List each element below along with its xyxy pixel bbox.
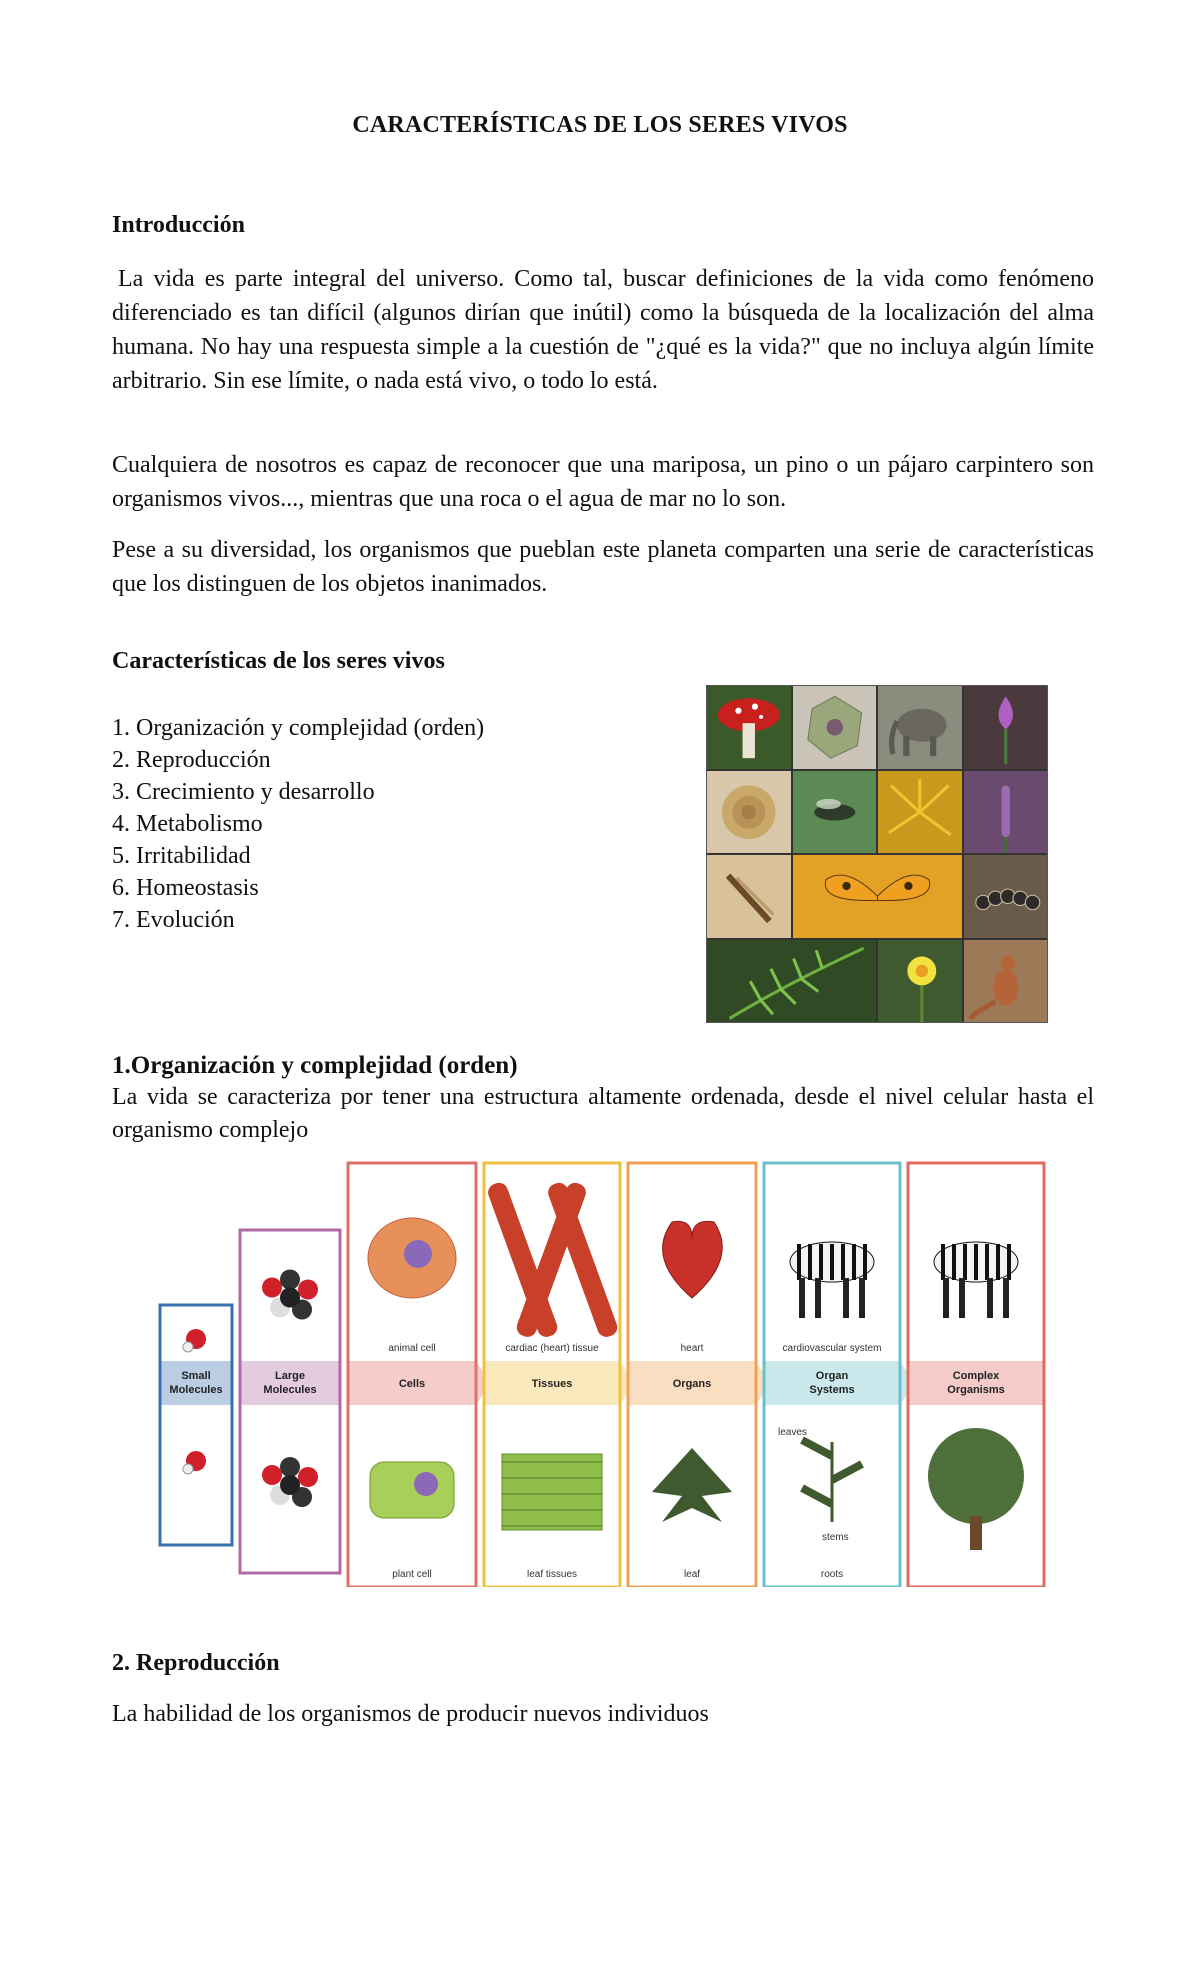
atom-icon <box>262 1465 282 1485</box>
level-column-large-molecules <box>240 1230 340 1573</box>
living-beings-collage <box>706 685 1048 1023</box>
level-header-band <box>764 1361 914 1405</box>
section1-text: La vida se caracteriza por tener una estructura altamente ordenada, desde el nivel celular hasta el organismo complejo <box>112 1084 1094 1143</box>
caterpillar-photo <box>964 855 1048 938</box>
level-top-label: heart <box>680 1343 704 1354</box>
level-header: Small <box>181 1370 211 1382</box>
atom-icon <box>298 1280 318 1300</box>
leaves-label: leaves <box>778 1427 807 1438</box>
lavender-photo <box>964 771 1048 854</box>
kangaroo-photo <box>964 940 1048 1023</box>
atom-icon <box>280 1288 300 1308</box>
cell-photo <box>793 686 877 769</box>
level-header-band <box>240 1361 340 1405</box>
level-top-label: cardiovascular system <box>782 1343 882 1354</box>
moth-photo <box>707 855 791 938</box>
zebra-leg <box>987 1278 993 1318</box>
level-top-label: animal cell <box>388 1343 436 1354</box>
leaf-tissue-icon <box>502 1454 602 1530</box>
daffodil-photo <box>878 940 962 1023</box>
intro-heading: Introducción <box>112 212 245 238</box>
atom-icon <box>280 1457 300 1477</box>
hydrogen-atom-icon <box>183 1342 193 1352</box>
level-column-tissues <box>484 1163 634 1587</box>
level-column-organs <box>628 1163 770 1587</box>
flower-photo <box>964 686 1048 769</box>
level-header: Complex <box>952 1370 1000 1382</box>
snail-shell-photo <box>707 771 791 854</box>
level-header-line2: Molecules <box>169 1384 223 1396</box>
level-bottom-label: plant cell <box>392 1569 432 1580</box>
level-top-label: cardiac (heart) tissue <box>505 1343 599 1354</box>
level-header-band <box>160 1361 232 1405</box>
intro-paragraph-1: La vida es parte integral del universo. Como tal, buscar definiciones de la vida como fenómeno diferenciado es tan difícil (algunos dirían que inútil) como la búsqueda de la localización del alma humana. No hay una respuesta simple a la cuestión de "¿qué es la vida?" que no incluya algún límite arbitrario. Sin ese límite, o nada está vivo, o todo lo está. <box>112 266 1094 394</box>
level-header: Large <box>275 1370 305 1382</box>
characteristics-heading: Características de los seres vivos <box>112 648 445 674</box>
organization-levels-diagram <box>150 1155 1054 1587</box>
section2-text: La habilidad de los organismos de producir nuevos individuos <box>112 1701 709 1727</box>
level-header: Tissues <box>531 1378 573 1390</box>
nucleus-icon <box>414 1472 438 1496</box>
atom-icon <box>298 1467 318 1487</box>
section1-heading: 1.Organización y complejidad (orden) <box>112 1052 518 1079</box>
atom-icon <box>280 1475 300 1495</box>
level-bottom-label: roots <box>820 1569 844 1580</box>
hydrogen-atom-icon <box>183 1464 193 1474</box>
level-column-cells <box>348 1163 490 1587</box>
section2-heading: 2. Reproducción <box>112 1650 280 1676</box>
level-header: Organ <box>815 1370 849 1382</box>
mushroom-photo <box>707 686 791 769</box>
list-item: 3. Crecimiento y desarrollo <box>112 779 375 805</box>
level-column-complex-organisms <box>908 1163 1044 1587</box>
fern-photo <box>707 940 876 1023</box>
elephant-photo <box>878 686 962 769</box>
characteristics-list <box>112 712 484 936</box>
level-header-band <box>908 1361 1044 1405</box>
zebra-leg <box>1003 1278 1009 1318</box>
tree-trunk-icon <box>970 1516 982 1550</box>
level-bottom-label: leaf tissues <box>526 1569 578 1580</box>
level-header-line2: Organisms <box>947 1384 1005 1396</box>
page-title: CARACTERÍSTICAS DE LOS SERES VIVOS <box>352 112 848 138</box>
plant-cell-icon <box>370 1462 454 1518</box>
level-header-line2: Systems <box>809 1384 855 1396</box>
zebra-leg <box>859 1278 865 1318</box>
zebra-leg <box>943 1278 949 1318</box>
level-header: Organs <box>672 1378 712 1390</box>
list-item: 2. Reproducción <box>112 747 271 773</box>
level-column-small-molecules <box>160 1305 232 1545</box>
level-bottom-label: leaf <box>683 1569 701 1580</box>
coral-photo <box>878 771 962 854</box>
level-header: Cells <box>398 1378 426 1390</box>
list-item: 5. Irritabilidad <box>112 843 251 869</box>
list-item: 6. Homeostasis <box>112 875 259 901</box>
level-header-line2: Molecules <box>263 1384 317 1396</box>
list-item: 4. Metabolismo <box>112 811 263 837</box>
nucleus-icon <box>404 1240 432 1268</box>
intro-paragraph-2: Cualquiera de nosotros es capaz de reconocer que una mariposa, un pino o un pájaro carpintero son organismos vivos..., mientras que una roca o el agua de mar no lo son. <box>112 452 1094 512</box>
level-column-organ-systems <box>764 1163 914 1587</box>
insect-photo <box>793 771 877 854</box>
list-item: 1. Organización y complejidad (orden) <box>112 715 485 741</box>
list-item: 7. Evolución <box>112 907 235 933</box>
zebra-leg <box>815 1278 821 1318</box>
stems-label: stems <box>822 1532 849 1543</box>
zebra-leg <box>959 1278 965 1318</box>
zebra-leg <box>799 1278 805 1318</box>
intro-paragraph-3: Pese a su diversidad, los organismos que pueblan este planeta comparten una serie de características que los distinguen de los objetos inanimados. <box>112 537 1094 597</box>
zebra-leg <box>843 1278 849 1318</box>
butterfly-photo <box>793 855 962 938</box>
tree-crown-icon <box>928 1428 1024 1524</box>
atom-icon <box>262 1278 282 1298</box>
atom-icon <box>280 1270 300 1290</box>
